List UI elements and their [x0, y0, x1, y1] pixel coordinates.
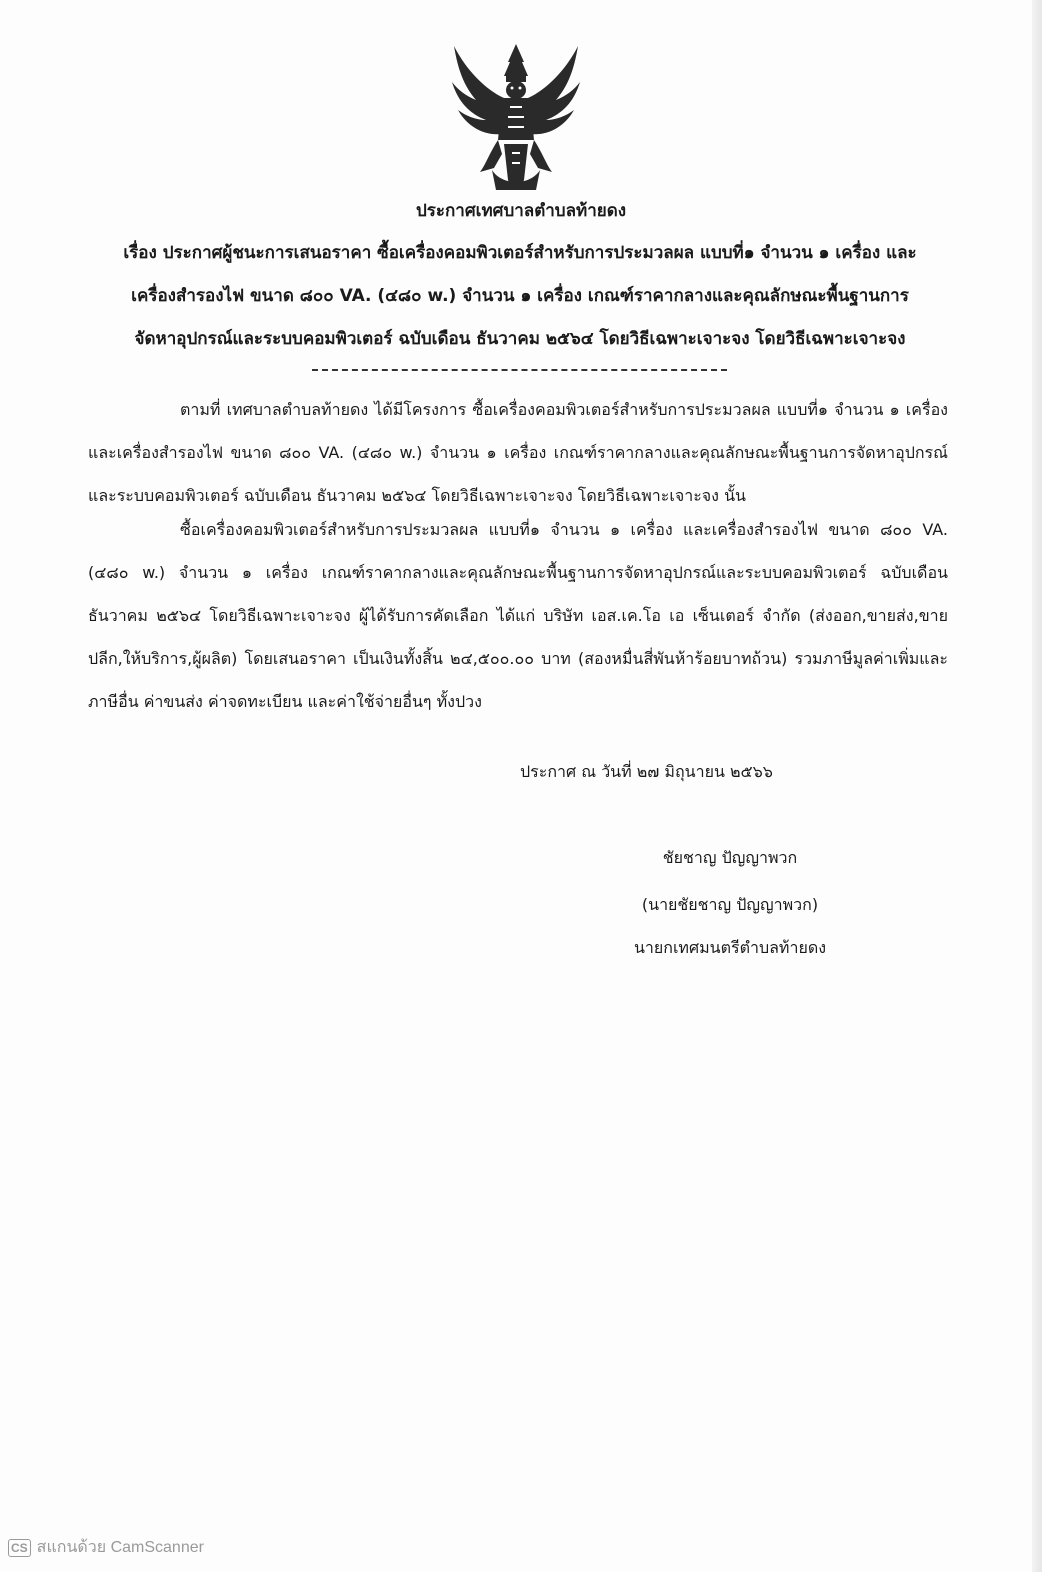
- watermark-text: สแกนด้วย CamScanner: [36, 1539, 204, 1556]
- document-title: ประกาศเทศบาลตำบลท้ายดง: [415, 201, 627, 221]
- subject-line: เครื่องสำรองไฟ ขนาด ๘๐๐ VA. (๔๘๐ w.) จำนวน ๑ เครื่อง เกณฑ์ราคากลางและคุณลักษณะพื้นฐานการ: [131, 286, 909, 306]
- body-paragraph-2: ซื้อเครื่องคอมพิวเตอร์สำหรับการประมวลผล แบบที่๑ จำนวน ๑ เครื่อง และเครื่องสำรองไฟ ขนาด ๘๐๐ VA. (๔๘๐ w.) จำนวน ๑ เครื่อง เกณฑ์ราคากลางและคุณลักษณะพื้นฐานการจัดหาอุปกรณ์และระบบคอมพิวเตอร์ ฉบับเดือน ธันวาคม ๒๕๖๔ โดยวิธีเฉพาะเจาะจง ผู้ได้รับการคัดเลือก ได้แก่ บริษัท เอส.เค.โอ เอ เซ็นเตอร์ จำกัด (ส่งออก,ขายส่ง,ขายปลีก,ให้บริการ,ผู้ผลิต) โดยเสนอราคา เป็นเงินทั้งสิ้น ๒๔,๕๐๐.๐๐ บาท (สองหมื่นสี่พันห้าร้อยบาทถ้วน) รวมภาษีมูลค่าเพิ่มและภาษีอื่น ค่าขนส่ง ค่าจดทะเบียน และค่าใช้จ่ายอื่นๆ ทั้งปวง: [88, 520, 948, 711]
- dashed-divider: [312, 369, 727, 371]
- document-subject: [85, 232, 955, 361]
- camscanner-watermark: [8, 1535, 204, 1560]
- announcement-date: ประกาศ ณ วันที่ ๒๗ มิถุนายน ๒๕๖๖: [520, 762, 773, 781]
- subject-line: จัดหาอุปกรณ์และระบบคอมพิวเตอร์ ฉบับเดือน ธันวาคม ๒๕๖๔ โดยวิธีเฉพาะเจาะจง โดยวิธีเฉพาะเจาะจง: [134, 329, 906, 349]
- signer-name: (นายชัยชาญ ปัญญาพวก): [641, 895, 819, 914]
- body-paragraph-1: ตามที่ เทศบาลตำบลท้ายดง ได้มีโครงการ ซื้อเครื่องคอมพิวเตอร์สำหรับการประมวลผล แบบที่๑ จำนวน ๑ เครื่อง และเครื่องสำรองไฟ ขนาด ๘๐๐ VA. (๔๘๐ w.) จำนวน ๑ เครื่อง เกณฑ์ราคากลางและคุณลักษณะพื้นฐานการจัดหาอุปกรณ์และระบบคอมพิวเตอร์ ฉบับเดือน ธันวาคม ๒๕๖๔ โดยวิธีเฉพาะเจาะจง โดยวิธีเฉพาะเจาะจง นั้น: [88, 400, 948, 505]
- garuda-emblem-icon: [446, 40, 586, 195]
- page-edge-shadow: [1032, 0, 1042, 1572]
- subject-line: เรื่อง ประกาศผู้ชนะการเสนอราคา ซื้อเครื่องคอมพิวเตอร์สำหรับการประมวลผล แบบที่๑ จำนวน ๑ เครื่อง และ: [123, 243, 917, 263]
- camscanner-logo-icon: CS: [8, 1539, 31, 1557]
- signer-position: นายกเทศมนตรีตำบลท้ายดง: [633, 938, 827, 957]
- signature: ชัยชาญ ปัญญาพวก: [662, 848, 798, 867]
